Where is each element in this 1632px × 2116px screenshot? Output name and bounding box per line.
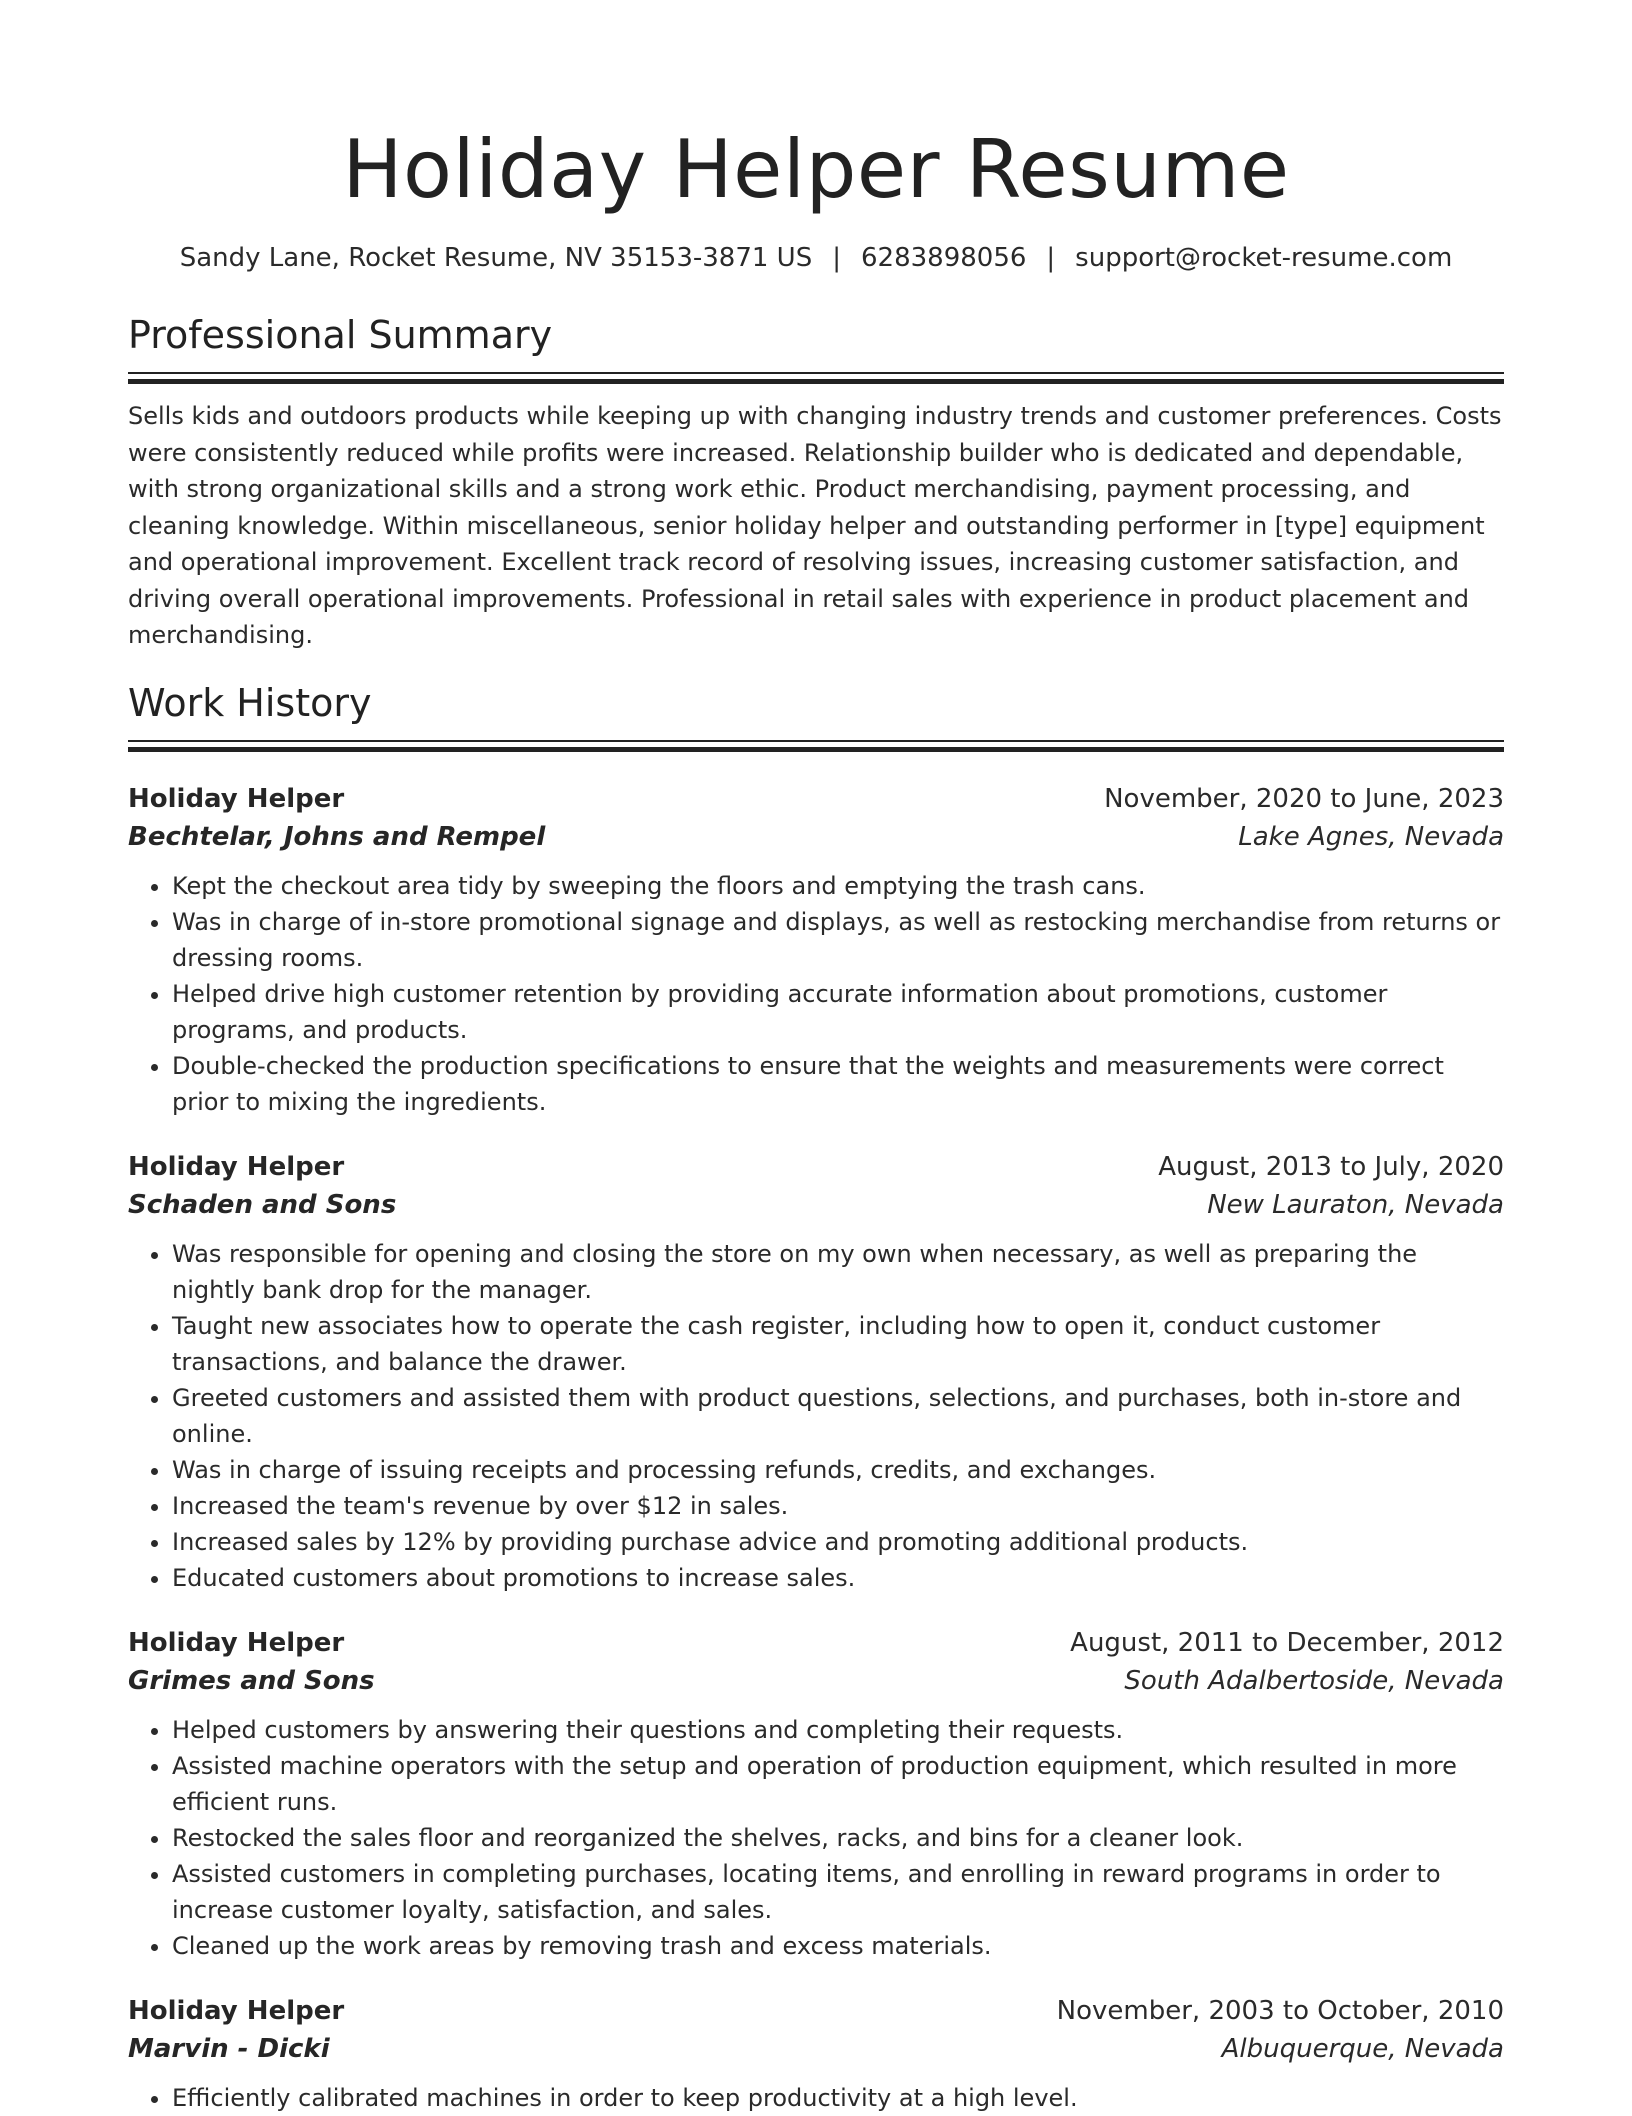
job-bullet: • Greeted customers and assisted them with product questions, selections, and purchases, both in-store and online.	[172, 1380, 1504, 1452]
job-company: Schaden and Sons	[128, 1189, 397, 1220]
job-dates: November, 2020 to June, 2023	[1104, 783, 1504, 814]
job-title: Holiday Helper	[128, 1151, 345, 1182]
job-title: Holiday Helper	[128, 1995, 345, 2026]
professional-summary-section	[128, 310, 1504, 654]
job-bullet: • Taught new associates how to operate the cash register, including how to open it, conduct customer transactions, and balance the drawer.	[172, 1308, 1504, 1380]
job-bullet: • Educated customers about promotions to increase sales.	[172, 1560, 1504, 1596]
job-bullet: • Restocked the sales floor and reorganized the shelves, racks, and bins for a cleaner look.	[172, 1820, 1504, 1856]
job-dates: August, 2013 to July, 2020	[1158, 1151, 1504, 1182]
resume-title: Holiday Helper Resume	[342, 123, 1290, 216]
contact-email: support@rocket-resume.com	[1075, 243, 1453, 273]
section-divider	[128, 740, 1504, 752]
job-entry	[128, 780, 1504, 1120]
job-entry	[128, 1148, 1504, 1596]
job-bullet: • Kept the checkout area tidy by sweeping the floors and emptying the trash cans.	[172, 868, 1504, 904]
job-bullet-list	[128, 1236, 1504, 1596]
job-location: Lake Agnes, Nevada	[1238, 821, 1504, 852]
job-bullet: • Increased the team's revenue by over $12 in sales.	[172, 1488, 1504, 1524]
contact-separator: |	[1046, 243, 1056, 273]
job-entry	[128, 1992, 1504, 2116]
job-bullet-list	[128, 1712, 1504, 1964]
job-location: New Lauraton, Nevada	[1207, 1189, 1504, 1220]
job-company: Bechtelar, Johns and Rempel	[128, 821, 546, 852]
contact-address: Sandy Lane, Rocket Resume, NV 35153-3871 US	[179, 243, 813, 273]
job-location: South Adalbertoside, Nevada	[1124, 1665, 1504, 1696]
job-bullet-list	[128, 868, 1504, 1120]
job-bullet: • Helped customers by answering their questions and completing their requests.	[172, 1712, 1504, 1748]
job-dates: August, 2011 to December, 2012	[1070, 1627, 1504, 1658]
job-title: Holiday Helper	[128, 1627, 345, 1658]
job-entry	[128, 1624, 1504, 1964]
contact-line	[128, 240, 1504, 276]
section-heading-work-history: Work History	[128, 680, 372, 725]
job-bullet: • Cleaned up the work areas by removing trash and excess materials.	[172, 1928, 1504, 1964]
section-heading-summary: Professional Summary	[128, 313, 553, 357]
job-bullet: • Assisted machine operators with the setup and operation of production equipment, which resulted in more efficient runs.	[172, 1748, 1504, 1820]
job-dates: November, 2003 to October, 2010	[1056, 1995, 1504, 2026]
section-divider	[128, 372, 1504, 384]
job-bullet: • Double-checked the production specifications to ensure that the weights and measurements were correct prior to mixing the ingredients.	[172, 1048, 1504, 1120]
work-history-section	[128, 678, 1504, 2116]
job-bullet: • Efficiently calibrated machines in order to keep productivity at a high level.	[172, 2080, 1504, 2116]
summary-text: Sells kids and outdoors products while keeping up with changing industry trends and customer preferences. Costs were consistently reduced while profits were increased. Relationship builder who is dedicated and dependable, with strong organizational skills and a strong work ethic. Product merchandising, payment processing, and cleaning knowledge. Within miscellaneous, senior holiday helper and outstanding performer in [type] equipment and operational improvement. Excellent track record of resolving issues, increasing customer satisfaction, and driving overall operational improvements. Professional in retail sales with experience in product placement and merchandising.	[128, 402, 1502, 649]
contact-separator: |	[832, 243, 841, 273]
job-bullet-list	[128, 2080, 1504, 2116]
job-company: Grimes and Sons	[128, 1665, 375, 1696]
job-title: Holiday Helper	[128, 783, 345, 814]
job-company: Marvin - Dicki	[128, 2033, 330, 2064]
contact-phone: 6283898056	[860, 243, 1027, 273]
job-bullet: • Was in charge of in-store promotional signage and displays, as well as restocking merchandise from returns or dressing rooms.	[172, 904, 1504, 976]
resume-page	[128, 0, 1504, 2116]
job-bullet: • Was responsible for opening and closing the store on my own when necessary, as well as preparing the nightly bank drop for the manager.	[172, 1236, 1504, 1308]
job-bullet: • Assisted customers in completing purchases, locating items, and enrolling in reward programs in order to increase customer loyalty, satisfaction, and sales.	[172, 1856, 1504, 1928]
job-location: Albuquerque, Nevada	[1221, 2033, 1504, 2064]
job-bullet: • Was in charge of issuing receipts and processing refunds, credits, and exchanges.	[172, 1452, 1504, 1488]
job-bullet: • Increased sales by 12% by providing purchase advice and promoting additional products.	[172, 1524, 1504, 1560]
job-bullet: • Helped drive high customer retention by providing accurate information about promotions, customer programs, and products.	[172, 976, 1504, 1048]
